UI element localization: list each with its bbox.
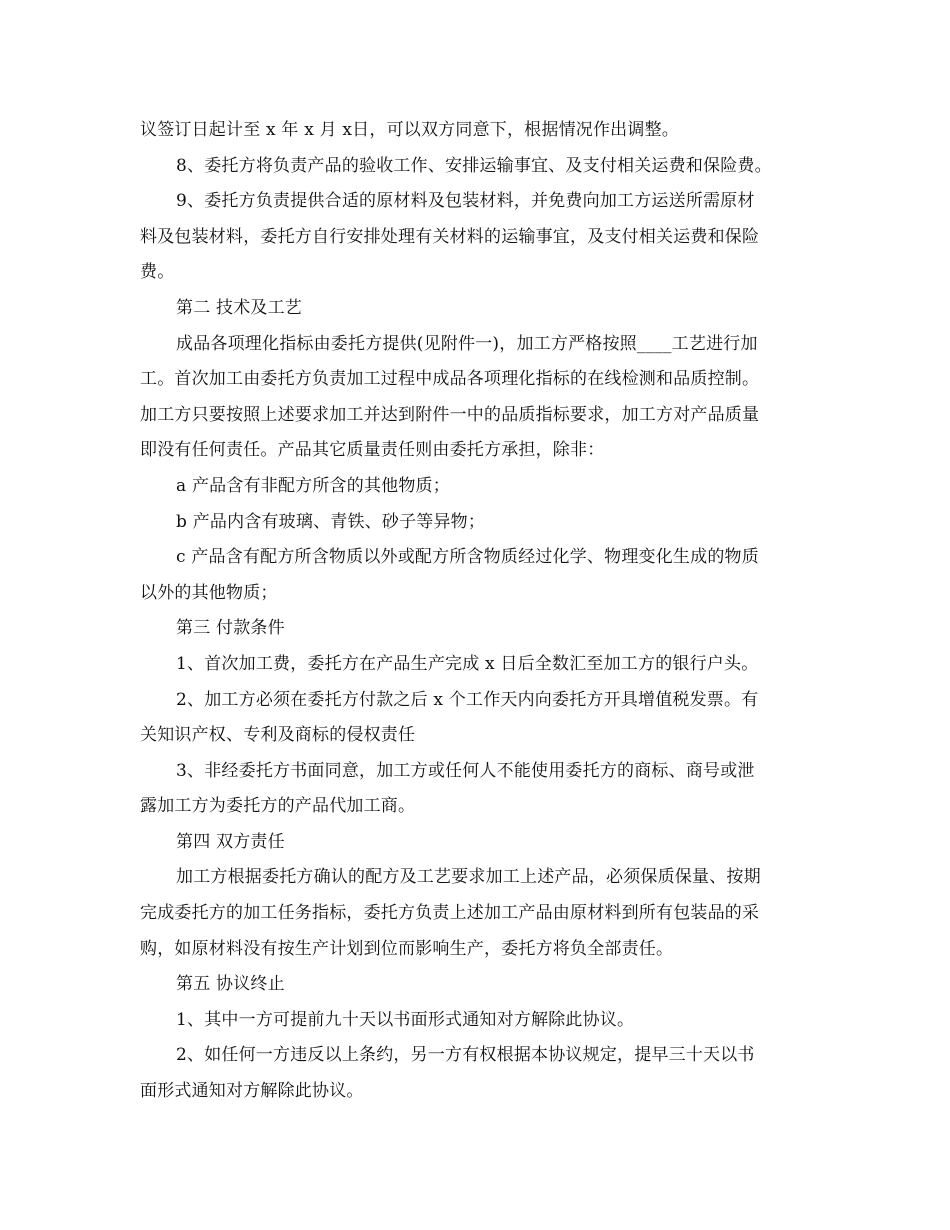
text-line: 费。: [140, 262, 175, 283]
text-line: 1、首次加工费，委托方在产品生产完成 x 日后全数汇至加工方的银行户头。: [176, 653, 759, 674]
text-line: 加工方根据委托方确认的配方及工艺要求加工上述产品，必须保质保量、按期: [176, 867, 761, 888]
text-line: 成品各项理化指标由委托方提供(见附件一)，加工方严格按照____工艺进行加: [176, 333, 758, 354]
text-line: 议签订日起计至 x 年 x 月 x日，可以双方同意下，根据情况作出调整。: [140, 120, 679, 140]
text-line: 第四 双方责任: [176, 831, 285, 852]
text-line: 面形式通知对方解除此协议。: [140, 1081, 364, 1102]
text-line: 以外的其他物质；: [140, 582, 278, 603]
text-line: 3、非经委托方书面同意，加工方或任何人不能使用委托方的商标、商号或泄: [176, 760, 755, 781]
text-line: 第三 付款条件: [176, 618, 285, 639]
text-line: 2、加工方必须在委托方付款之后 x 个工作天内向委托方开具增值税发票。有: [176, 689, 759, 710]
text-line: 2、如任何一方违反以上条约，另一方有权根据本协议规定，提早三十天以书: [176, 1045, 755, 1066]
text-line: 露加工方为委托方的产品代加工商。: [140, 796, 416, 817]
text-line: a 产品含有非配方所含的其他物质；: [176, 475, 450, 496]
text-line: c 产品含有配方所含物质以外或配方所含物质经过化学、物理变化生成的物质: [176, 547, 759, 568]
text-line: 即没有任何责任。产品其它质量责任则由委托方承担，除非：: [140, 440, 605, 461]
text-line: 工。首次加工由委托方负责加工过程中成品各项理化指标的在线检测和品质控制。: [140, 369, 760, 390]
text-line: 第二 技术及工艺: [176, 297, 303, 318]
text-line: 购，如原材料没有按生产计划到位而影响生产，委托方将负全部责任。: [140, 938, 674, 959]
text-line: 加工方只要按照上述要求加工并达到附件一中的品质指标要求，加工方对产品质量: [140, 404, 760, 425]
text-line: 关知识产权、专利及商标的侵权责任: [140, 725, 416, 746]
document-body: [140, 113, 816, 1110]
text-line: 完成委托方的加工任务指标，委托方负责上述加工产品由原材料到所有包装品的采: [140, 903, 760, 924]
text-line: 第五 协议终止: [176, 974, 285, 995]
text-line: b 产品内含有玻璃、青铁、砂子等异物；: [176, 511, 486, 532]
text-line: 料及包装材料，委托方自行安排处理有关材料的运输事宜，及支付相关运费和保险: [140, 226, 760, 247]
text-line: 8、委托方将负责产品的验收工作、安排运输事宜、及支付相关运费和保险费。: [176, 155, 772, 176]
text-line: 1、其中一方可提前九十天以书面形式通知对方解除此协议。: [176, 1009, 635, 1030]
text-line: 9、委托方负责提供合适的原材料及包装材料，并免费向加工方运送所需原材: [176, 191, 755, 212]
